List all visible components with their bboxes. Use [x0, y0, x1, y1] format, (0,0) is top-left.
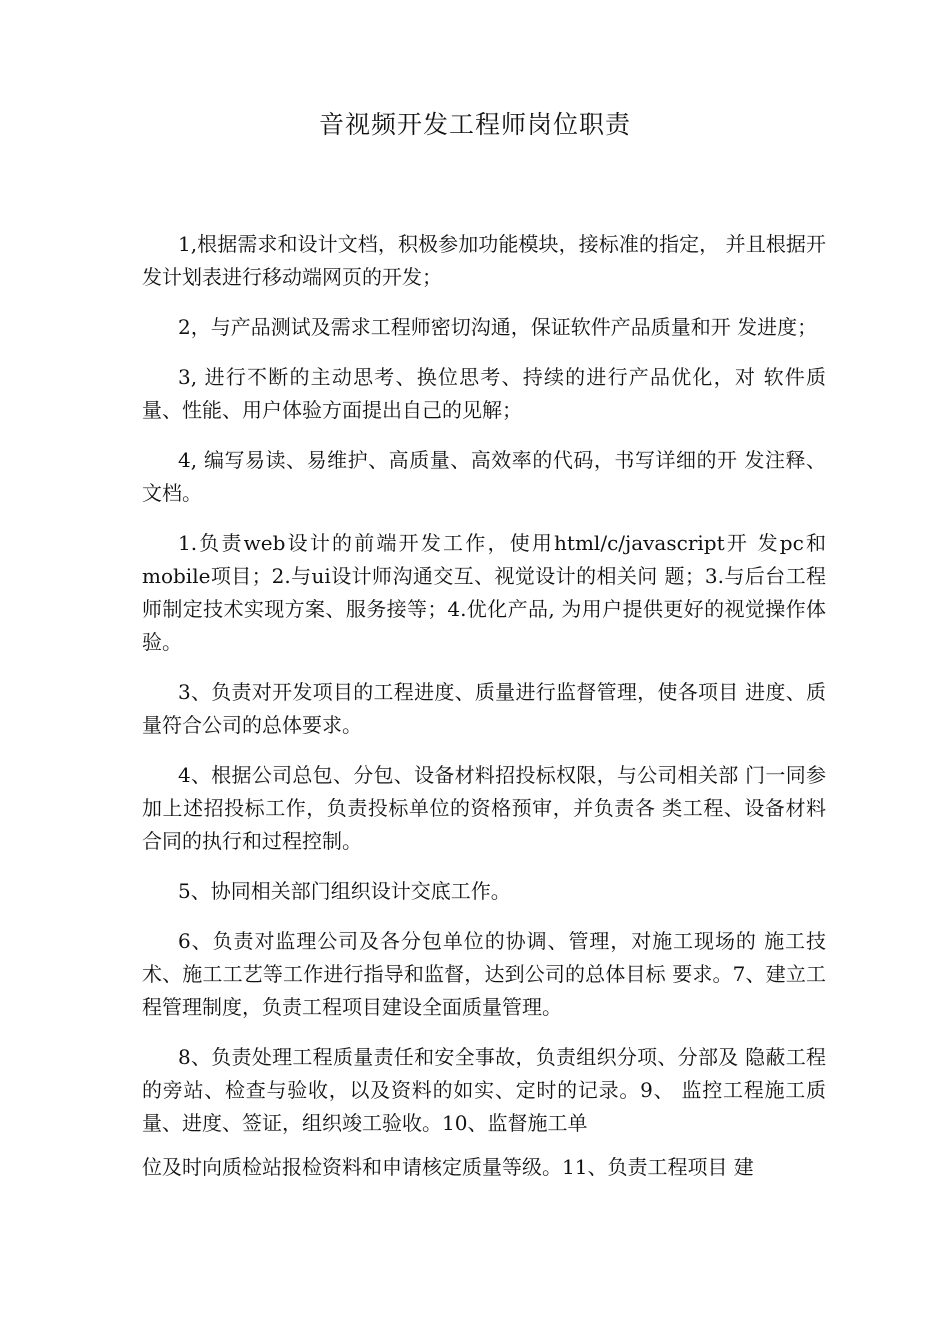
paragraph-10: 8、负责处理工程质量责任和安全事故，负责组织分项、分部及 隐蔽工程的旁站、检查与验收，以及资料的如实、定时的记录。9、 监控工程施工质量、进度、签证，组织竣工验收。10、监督施工单: [142, 1045, 826, 1135]
paragraph-9: 6、负责对监理公司及各分包单位的协调、管理，对施工现场的 施工技术、施工工艺等工作进行指导和监督，达到公司的总体目标 要求。7、建立工程管理制度，负责工程项目建设全面质量管理。: [142, 929, 826, 1019]
paragraph-1: 1,根据需求和设计文档，积极参加功能模块，接标准的指定， 并且根据开发计划表进行移动端网页的开发；: [142, 232, 826, 289]
document-body: [142, 228, 826, 1201]
paragraph-5: 1.负责web设计的前端开发工作，使用html/c/javascript开 发pc和mobile项目；2.与ui设计师沟通交互、视觉设计的相关问 题；3.与后台工程师制定技术实现方案、服务接等；4.优化产品, 为用户提供更好的视觉操作体验。: [142, 531, 826, 654]
paragraph-11: 位及时向质检站报检资料和申请核定质量等级。11、负责工程项目 建: [142, 1155, 754, 1179]
paragraph-2: 2，与产品测试及需求工程师密切沟通，保证软件产品质量和开 发进度；: [178, 315, 818, 339]
paragraph-6: 3、负责对开发项目的工程进度、质量进行监督管理，使各项目 进度、质量符合公司的总体要求。: [142, 680, 826, 737]
paragraph-8: 5、协同相关部门组织设计交底工作。: [178, 879, 511, 903]
paragraph-7: 4、根据公司总包、分包、设备材料招投标权限，与公司相关部 门一同参加上述招投标工作，负责投标单位的资格预审，并负责各 类工程、设备材料合同的执行和过程控制。: [142, 763, 826, 853]
paragraph-4: 4, 编写易读、易维护、高质量、高效率的代码，书写详细的开 发注释、文档。: [142, 448, 826, 505]
paragraph-3: 3, 进行不断的主动思考、换位思考、持续的进行产品优化，对 软件质量、性能、用户体验方面提出自己的见解；: [142, 365, 826, 422]
document-title: 音视频开发工程师岗位职责: [318, 110, 631, 139]
